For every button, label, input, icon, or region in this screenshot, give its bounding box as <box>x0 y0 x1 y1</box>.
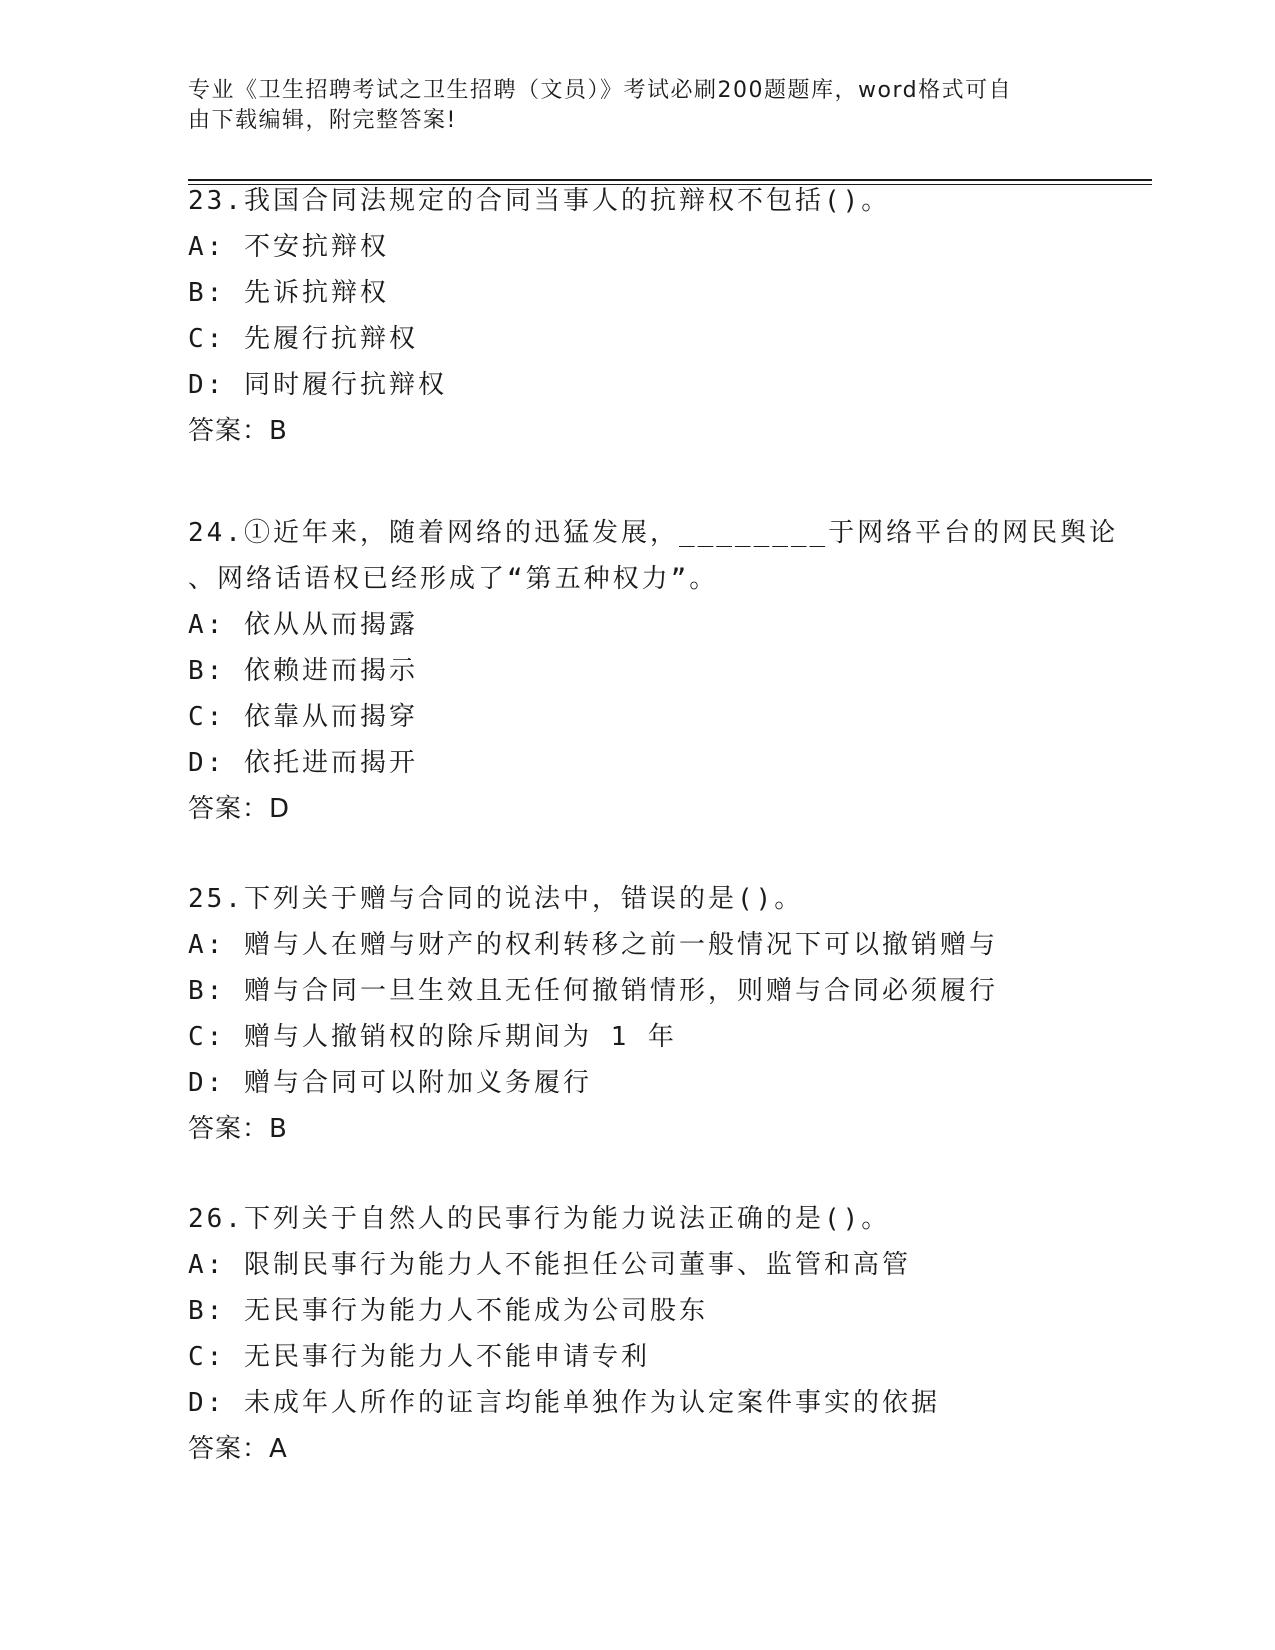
question-23 <box>188 178 1088 454</box>
option-a: A: 依从从而揭露 <box>188 610 418 640</box>
option-d: D: 依托进而揭开 <box>188 748 418 778</box>
question-24 <box>188 510 1119 832</box>
option-d: D: 赠与合同可以附加义务履行 <box>188 1068 592 1098</box>
question-stem: 26.下列关于自然人的民事行为能力说法正确的是()。 <box>188 1204 891 1234</box>
option-d: D: 同时履行抗辩权 <box>188 370 447 400</box>
question-26 <box>188 1196 1088 1472</box>
option-d: D: 未成年人所作的证言均能单独作为认定案件事实的依据 <box>188 1388 940 1418</box>
question-25 <box>188 876 1088 1152</box>
option-a: A: 不安抗辩权 <box>188 232 389 262</box>
option-b: B: 先诉抗辩权 <box>188 278 389 308</box>
question-stem: 24.①近年来，随着网络的迅猛发展，________于网络平台的网民舆论 <box>188 518 1119 548</box>
option-c: C: 赠与人撤销权的除斥期间为 1 年 <box>188 1022 677 1052</box>
question-stem: 25.下列关于赠与合同的说法中，错误的是()。 <box>188 884 804 914</box>
answer: 答案：B <box>188 416 288 446</box>
question-stem-continued: 、网络话语权已经形成了“第五种权力”。 <box>188 564 719 594</box>
answer: 答案：D <box>188 794 291 824</box>
answer: 答案：B <box>188 1114 288 1144</box>
option-c: C: 先履行抗辩权 <box>188 324 418 354</box>
header-line-1: 专业《卫生招聘考试之卫生招聘（文员）》考试必刷200题题库，word格式可自 <box>188 78 1013 103</box>
header-line-2: 由下载编辑，附完整答案! <box>188 108 457 133</box>
option-c: C: 依靠从而揭穿 <box>188 702 418 732</box>
option-b: B: 无民事行为能力人不能成为公司股东 <box>188 1296 708 1326</box>
answer: 答案：A <box>188 1434 288 1464</box>
option-b: B: 依赖进而揭示 <box>188 656 418 686</box>
option-c: C: 无民事行为能力人不能申请专利 <box>188 1342 650 1372</box>
option-b: B: 赠与合同一旦生效且无任何撤销情形，则赠与合同必须履行 <box>188 976 998 1006</box>
document-header <box>188 76 1068 136</box>
option-a: A: 赠与人在赠与财产的权利转移之前一般情况下可以撤销赠与 <box>188 930 998 960</box>
option-a: A: 限制民事行为能力人不能担任公司董事、监管和高管 <box>188 1250 911 1280</box>
question-stem: 23.我国合同法规定的合同当事人的抗辩权不包括()。 <box>188 186 891 216</box>
